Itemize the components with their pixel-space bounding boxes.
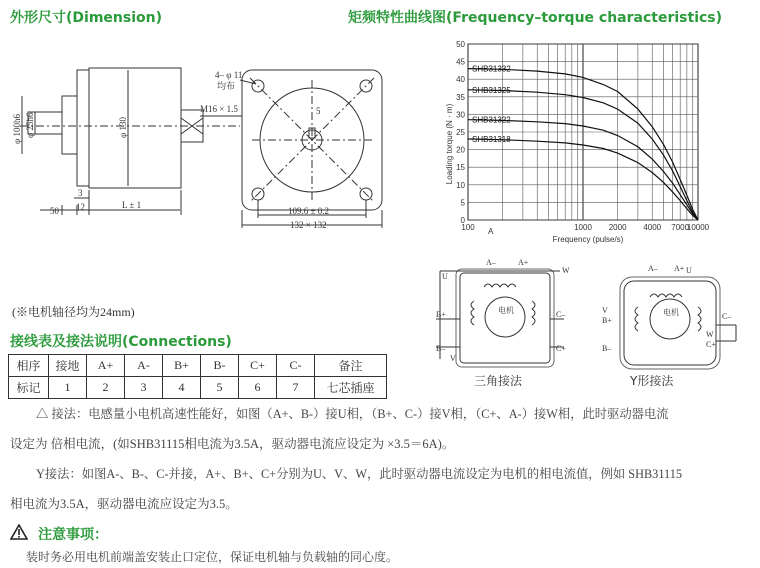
series-label: SHB31318 — [472, 135, 511, 145]
table-cell: A+ — [87, 355, 125, 377]
y-tick-label: 25 — [456, 128, 465, 137]
delta-label-b-minus: B– — [436, 344, 446, 353]
dimension-heading: 外形尺寸(Dimension) — [10, 10, 162, 26]
thread-label: M16 × 1.5 — [200, 104, 238, 114]
wye-label-b-minus: B– — [602, 344, 612, 353]
delta-text-line2: 设定为 倍相电流，(如SHB31115相电流为3.5A，驱动器电流应设定为 ×3.5＝6A)。 — [10, 437, 455, 451]
table-row — [9, 355, 387, 377]
y-tick-label: 20 — [456, 145, 465, 155]
table-cell: 7 — [277, 377, 315, 399]
delta-label-b-plus: B+ — [436, 310, 446, 319]
motor-body-side — [89, 68, 181, 188]
delta-text-line1: △ 接法：电感量小电机高速性能好，如图（A+、B-）接U相，（B+、C-）接V相，（C+、A-）接W相，此时驱动器电流 — [36, 407, 669, 421]
dimension-drawing — [0, 30, 430, 240]
delta-label-c-plus: C+ — [556, 344, 566, 353]
delta-label-a-minus: A– — [486, 258, 496, 267]
len-b-label: 12 — [76, 202, 85, 212]
y-tick-label: 40 — [456, 75, 465, 85]
x-tick-label: 2000 — [608, 223, 627, 232]
series-label: SHB31322 — [472, 115, 511, 125]
axis-note: A — [488, 227, 494, 236]
len-front-label: 50 — [50, 206, 59, 216]
table-cell: B- — [201, 355, 239, 377]
delta-label-u: U — [442, 272, 448, 281]
delta-wiring-diagram — [430, 255, 580, 375]
delta-motor-label: 电机 — [498, 306, 514, 315]
connections-heading: 接线表及接法说明(Connections) — [10, 334, 232, 350]
y-tick-label: 45 — [456, 57, 465, 67]
table-cell: 4 — [163, 377, 201, 399]
table-cell: B+ — [163, 355, 201, 377]
x-tick-label: 1000 — [574, 223, 592, 232]
shaft-dia-label: φ 100h6 — [12, 114, 22, 144]
wye-label-w: W — [706, 330, 714, 339]
table-cell: 七芯插座 — [315, 377, 387, 399]
x-tick-label: 100 — [461, 223, 475, 232]
table-cell: 2 — [87, 377, 125, 399]
y-text-line1: Y接法：如图A-、B-、C-并接，A+、B+、C+分别为U、V、W，此时驱动器电流设定为电机的相电流值，例如 SHB31115 — [36, 467, 683, 481]
y-tick-label: 30 — [456, 110, 465, 120]
table-cell: 6 — [239, 377, 277, 399]
y-tick-label: 5 — [460, 198, 465, 208]
series-label: SHB31332 — [472, 64, 511, 74]
table-row — [9, 377, 387, 399]
y-tick-label: 35 — [456, 92, 465, 102]
wye-label-b-plus: B+ — [602, 316, 612, 325]
wye-label-a-plus: A+ — [674, 264, 685, 273]
caution-heading: 注意事项： — [38, 527, 108, 543]
y-tick-label: 0 — [460, 216, 465, 225]
table-cell: 标记 — [9, 377, 49, 399]
warning-icon — [10, 524, 28, 540]
delta-label-v: V — [450, 354, 456, 363]
pilot-boss — [62, 96, 77, 154]
torque-chart — [436, 34, 726, 246]
connection-table — [8, 354, 387, 399]
frequency-heading: 矩频特性曲线图(Frequency–torque characteristics) — [348, 10, 723, 26]
pitch-label: 109.6 ± 0.2 — [288, 206, 329, 216]
holes-label: 4– φ 11 — [215, 70, 243, 80]
wye-label-v: V — [602, 306, 608, 315]
y-axis-label: Loading torque (N · m) — [445, 103, 454, 185]
wye-label-u: U — [686, 266, 692, 275]
shaft-note: (※电机轴径均为24mm) — [12, 305, 135, 319]
delta-label-c-minus: C– — [556, 310, 566, 319]
wye-caption: Y形接法 — [630, 374, 674, 388]
table-cell: C+ — [239, 355, 277, 377]
table-cell: 相序 — [9, 355, 49, 377]
table-cell: 1 — [49, 377, 87, 399]
x-tick-label: 7000 — [671, 223, 690, 232]
key-dia-label: φ 25h6 — [25, 112, 35, 138]
front-flange — [77, 70, 89, 186]
series-label: SHB31325 — [472, 85, 511, 95]
key-width-label: 5 — [316, 106, 321, 116]
wye-label-a-minus: A– — [648, 264, 658, 273]
table-cell: 备注 — [315, 355, 387, 377]
y-tick-label: 15 — [456, 163, 465, 173]
y-text-line2: 相电流为3.5A，驱动器电流应设定为3.5。 — [10, 497, 238, 511]
delta-label-w: W — [562, 266, 570, 275]
table-cell: 3 — [125, 377, 163, 399]
len-a-label: 3 — [78, 188, 83, 198]
y-tick-label: 10 — [456, 180, 465, 190]
table-cell: C- — [277, 355, 315, 377]
table-cell: 5 — [201, 377, 239, 399]
x-axis-label: Frequency (pulse/s) — [552, 235, 624, 244]
body-dia-label: φ 130 — [118, 117, 128, 138]
wye-label-c-plus: C+ — [706, 340, 716, 349]
y-tick-label: 50 — [456, 40, 465, 49]
table-cell: A- — [125, 355, 163, 377]
delta-label-a-plus: A+ — [518, 258, 529, 267]
caution-text: 装时务必用电机前端盖安装止口定位，保证电机轴与负载轴的同心度。 — [26, 550, 399, 564]
delta-caption: 三角接法 — [474, 374, 523, 388]
frame-label: 132 × 132 — [290, 220, 327, 230]
wye-label-c-minus: C– — [722, 312, 732, 321]
table-cell: 接地 — [49, 355, 87, 377]
wye-wiring-diagram — [596, 255, 746, 375]
x-tick-label: 10000 — [686, 223, 710, 232]
wye-motor-label: 电机 — [663, 308, 679, 317]
len-body-label: L ± 1 — [122, 200, 142, 210]
holes-sub-label: 均布 — [217, 81, 236, 91]
x-tick-label: 4000 — [643, 223, 662, 232]
